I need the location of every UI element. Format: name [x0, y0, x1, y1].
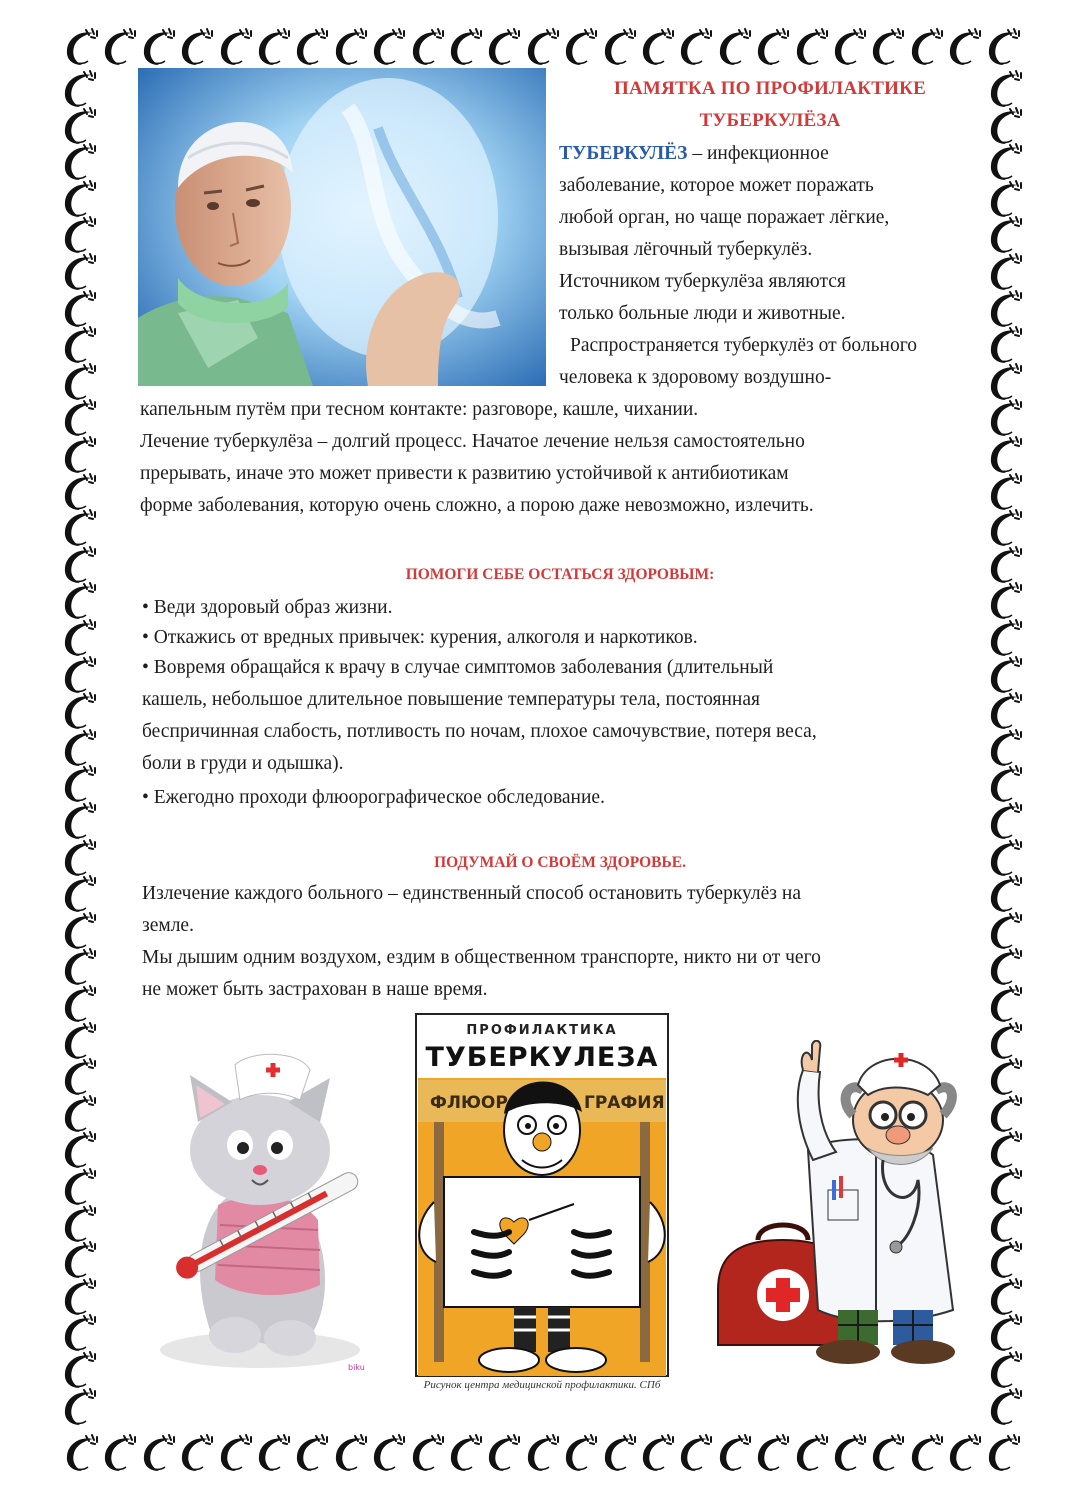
- swirl-ornament-icon: [986, 1131, 1026, 1171]
- swirl-ornament-icon: [907, 28, 947, 68]
- swirl-ornament-icon: [60, 363, 100, 403]
- swirl-ornament-icon: [446, 28, 486, 68]
- swirl-ornament-icon: [984, 28, 1024, 68]
- cartoon-doctor-illustration: [708, 1040, 978, 1370]
- section-heading-stay-healthy: ПОМОГИ СЕБЕ ОСТАТЬСЯ ЗДОРОВЫМ:: [405, 566, 715, 583]
- swirl-ornament-icon: [60, 1314, 100, 1354]
- swirl-ornament-icon: [868, 28, 908, 68]
- swirl-ornament-icon: [561, 1434, 601, 1474]
- swirl-ornament-icon: [986, 985, 1026, 1025]
- swirl-ornament-icon: [986, 692, 1026, 732]
- swirl-ornament-icon: [907, 1434, 947, 1474]
- intro-line-11: прерывать, иначе это может привести к развитию устойчивой к антибиотикам: [140, 463, 789, 484]
- swirl-ornament-icon: [986, 143, 1026, 183]
- poster-band-left: ФЛЮОР: [430, 1093, 508, 1113]
- swirl-ornament-icon: [60, 802, 100, 842]
- poster-caption: Рисунок центра медицинской профилактики. СПб: [423, 1379, 661, 1391]
- swirl-ornament-icon: [984, 1434, 1024, 1474]
- swirl-ornament-icon: [986, 802, 1026, 842]
- swirl-ornament-icon: [830, 28, 870, 68]
- swirl-ornament-icon: [60, 1168, 100, 1208]
- swirl-ornament-icon: [676, 28, 716, 68]
- swirl-ornament-icon: [986, 1205, 1026, 1245]
- cat-nurse-illustration: [140, 1030, 380, 1375]
- swirl-ornament-icon: [369, 1434, 409, 1474]
- swirl-ornament-icon: [369, 28, 409, 68]
- poster-small-title: ПРОФИЛАКТИКА: [466, 1023, 618, 1038]
- swirl-ornament-icon: [986, 253, 1026, 293]
- swirl-ornament-icon: [986, 473, 1026, 513]
- swirl-ornament-icon: [100, 28, 140, 68]
- swirl-ornament-icon: [792, 28, 832, 68]
- swirl-ornament-icon: [60, 1131, 100, 1171]
- swirl-ornament-icon: [600, 1434, 640, 1474]
- swirl-ornament-icon: [60, 253, 100, 293]
- swirl-ornament-icon: [139, 28, 179, 68]
- swirl-ornament-icon: [446, 1434, 486, 1474]
- swirl-ornament-icon: [62, 1434, 102, 1474]
- swirl-ornament-icon: [177, 28, 217, 68]
- intro-line-8: человека к здоровому воздушно-: [559, 367, 832, 388]
- bullet-see-doctor-l3: беспричинная слабость, потливость по ночам, плохое самочувствие, потеря веса,: [142, 721, 817, 742]
- poster-band-right: ГРАФИЯ: [584, 1093, 665, 1113]
- swirl-ornament-icon: [60, 875, 100, 915]
- swirl-ornament-icon: [676, 1434, 716, 1474]
- swirl-ornament-icon: [945, 1434, 985, 1474]
- swirl-ornament-icon: [986, 1351, 1026, 1391]
- swirl-ornament-icon: [60, 1058, 100, 1098]
- poster-big-title: ТУБЕРКУЛЕЗА: [425, 1042, 659, 1073]
- swirl-ornament-icon: [60, 985, 100, 1025]
- swirl-ornament-icon: [986, 1095, 1026, 1135]
- swirl-ornament-icon: [986, 326, 1026, 366]
- swirl-ornament-icon: [986, 509, 1026, 549]
- swirl-ornament-icon: [830, 1434, 870, 1474]
- intro-line-5: Источником туберкулёза являются: [559, 271, 846, 292]
- swirl-ornament-icon: [292, 28, 332, 68]
- swirl-ornament-icon: [986, 729, 1026, 769]
- swirl-ornament-icon: [60, 1278, 100, 1318]
- swirl-ornament-icon: [60, 546, 100, 586]
- swirl-ornament-icon: [60, 107, 100, 147]
- intro-line-6: только больные люди и животные.: [559, 303, 846, 324]
- swirl-ornament-icon: [986, 765, 1026, 805]
- swirl-ornament-icon: [60, 509, 100, 549]
- bullet-fluorography: • Ежегодно проходи флюорографическое обследование.: [142, 787, 605, 808]
- swirl-ornament-icon: [60, 1388, 100, 1428]
- swirl-ornament-icon: [60, 180, 100, 220]
- swirl-ornament-icon: [986, 290, 1026, 330]
- swirl-ornament-icon: [254, 1434, 294, 1474]
- swirl-ornament-icon: [986, 839, 1026, 879]
- swirl-ornament-icon: [868, 1434, 908, 1474]
- swirl-ornament-icon: [216, 1434, 256, 1474]
- swirl-ornament-icon: [600, 28, 640, 68]
- swirl-ornament-icon: [523, 28, 563, 68]
- swirl-ornament-icon: [60, 473, 100, 513]
- swirl-ornament-icon: [60, 399, 100, 439]
- swirl-ornament-icon: [60, 839, 100, 879]
- swirl-ornament-icon: [523, 1434, 563, 1474]
- page-title-line2: ТУБЕРКУЛЁЗА: [699, 110, 841, 131]
- swirl-ornament-icon: [60, 912, 100, 952]
- swirl-ornament-icon: [986, 216, 1026, 256]
- swirl-ornament-icon: [60, 216, 100, 256]
- swirl-ornament-icon: [561, 28, 601, 68]
- swirl-ornament-icon: [60, 729, 100, 769]
- swirl-ornament-icon: [60, 1241, 100, 1281]
- intro-line-7: Распространяется туберкулёз от больного: [570, 335, 917, 356]
- swirl-ornament-icon: [792, 1434, 832, 1474]
- fluorography-poster: [414, 1012, 670, 1392]
- swirl-ornament-icon: [986, 1058, 1026, 1098]
- swirl-ornament-icon: [60, 436, 100, 476]
- swirl-ornament-icon: [715, 28, 755, 68]
- swirl-ornament-icon: [986, 912, 1026, 952]
- swirl-ornament-icon: [484, 1434, 524, 1474]
- swirl-ornament-icon: [408, 28, 448, 68]
- swirl-ornament-icon: [216, 28, 256, 68]
- swirl-ornament-icon: [60, 70, 100, 110]
- swirl-ornament-icon: [986, 546, 1026, 586]
- swirl-ornament-icon: [60, 948, 100, 988]
- swirl-ornament-icon: [254, 28, 294, 68]
- swirl-ornament-icon: [60, 692, 100, 732]
- intro-line-12: форме заболевания, которую очень сложно, а порою даже невозможно, излечить.: [140, 495, 814, 516]
- intro-line-10: Лечение туберкулёза – долгий процесс. Начатое лечение нельзя самостоятельно: [140, 431, 805, 452]
- swirl-ornament-icon: [986, 1168, 1026, 1208]
- swirl-ornament-icon: [945, 28, 985, 68]
- health-line-1: Излечение каждого больного – единственный способ остановить туберкулёз на: [142, 883, 801, 904]
- intro-line-9: капельным путём при тесном контакте: разговоре, кашле, чихании.: [140, 399, 699, 420]
- swirl-ornament-icon: [986, 948, 1026, 988]
- intro-line-3: любой орган, но чаще поражает лёгкие,: [559, 207, 890, 228]
- swirl-ornament-icon: [60, 619, 100, 659]
- page-title-line1: ПАМЯТКА ПО ПРОФИЛАКТИКЕ: [614, 78, 926, 99]
- cat-signature: biku: [348, 1363, 365, 1372]
- swirl-ornament-icon: [986, 619, 1026, 659]
- health-line-4: не может быть застрахован в наше время.: [142, 979, 488, 1000]
- swirl-ornament-icon: [986, 1241, 1026, 1281]
- health-line-2: земле.: [142, 915, 194, 936]
- doctor-xray-photo: [138, 68, 546, 386]
- swirl-ornament-icon: [60, 326, 100, 366]
- swirl-ornament-icon: [60, 656, 100, 696]
- swirl-ornament-icon: [177, 1434, 217, 1474]
- swirl-ornament-icon: [60, 290, 100, 330]
- swirl-ornament-icon: [331, 28, 371, 68]
- swirl-ornament-icon: [986, 107, 1026, 147]
- swirl-ornament-icon: [100, 1434, 140, 1474]
- swirl-ornament-icon: [60, 1351, 100, 1391]
- intro-line-4: вызывая лёгочный туберкулёз.: [559, 239, 813, 260]
- swirl-ornament-icon: [753, 28, 793, 68]
- bullet-see-doctor-l2: кашель, небольшое длительное повышение температуры тела, постоянная: [142, 689, 760, 710]
- swirl-ornament-icon: [986, 1314, 1026, 1354]
- section-heading-think-health: ПОДУМАЙ О СВОЁМ ЗДОРОВЬЕ.: [434, 854, 686, 871]
- swirl-ornament-icon: [986, 656, 1026, 696]
- swirl-ornament-icon: [331, 1434, 371, 1474]
- swirl-ornament-icon: [62, 28, 102, 68]
- swirl-ornament-icon: [60, 1022, 100, 1062]
- bullet-see-doctor-l1: • Вовремя обращайся к врачу в случае симптомов заболевания (длительный: [142, 657, 774, 678]
- intro-term: ТУБЕРКУЛЁЗ: [559, 143, 688, 164]
- swirl-ornament-icon: [60, 1095, 100, 1135]
- swirl-ornament-icon: [986, 399, 1026, 439]
- swirl-ornament-icon: [986, 180, 1026, 220]
- swirl-ornament-icon: [715, 1434, 755, 1474]
- swirl-ornament-icon: [60, 1205, 100, 1245]
- swirl-ornament-icon: [986, 1278, 1026, 1318]
- swirl-ornament-icon: [60, 143, 100, 183]
- swirl-ornament-icon: [753, 1434, 793, 1474]
- intro-line-1: [559, 138, 829, 170]
- health-line-3: Мы дышим одним воздухом, ездим в общественном транспорте, никто ни от чего: [142, 947, 821, 968]
- bullet-see-doctor-l4: боли в груди и одышка).: [142, 753, 344, 774]
- swirl-ornament-icon: [292, 1434, 332, 1474]
- intro-line-2: заболевание, которое может поражать: [559, 175, 874, 196]
- swirl-ornament-icon: [986, 875, 1026, 915]
- swirl-ornament-icon: [986, 70, 1026, 110]
- swirl-ornament-icon: [986, 582, 1026, 622]
- swirl-ornament-icon: [986, 363, 1026, 403]
- swirl-ornament-icon: [60, 582, 100, 622]
- swirl-ornament-icon: [638, 28, 678, 68]
- bullet-healthy-lifestyle: • Веди здоровый образ жизни.: [142, 597, 393, 618]
- swirl-ornament-icon: [484, 28, 524, 68]
- swirl-ornament-icon: [986, 436, 1026, 476]
- swirl-ornament-icon: [60, 765, 100, 805]
- swirl-ornament-icon: [408, 1434, 448, 1474]
- swirl-ornament-icon: [638, 1434, 678, 1474]
- swirl-ornament-icon: [139, 1434, 179, 1474]
- intro-line-1-rest: – инфекционное: [687, 143, 829, 164]
- bullet-quit-habits: • Откажись от вредных привычек: курения, алкоголя и наркотиков.: [142, 627, 698, 648]
- swirl-ornament-icon: [986, 1022, 1026, 1062]
- swirl-ornament-icon: [986, 1388, 1026, 1428]
